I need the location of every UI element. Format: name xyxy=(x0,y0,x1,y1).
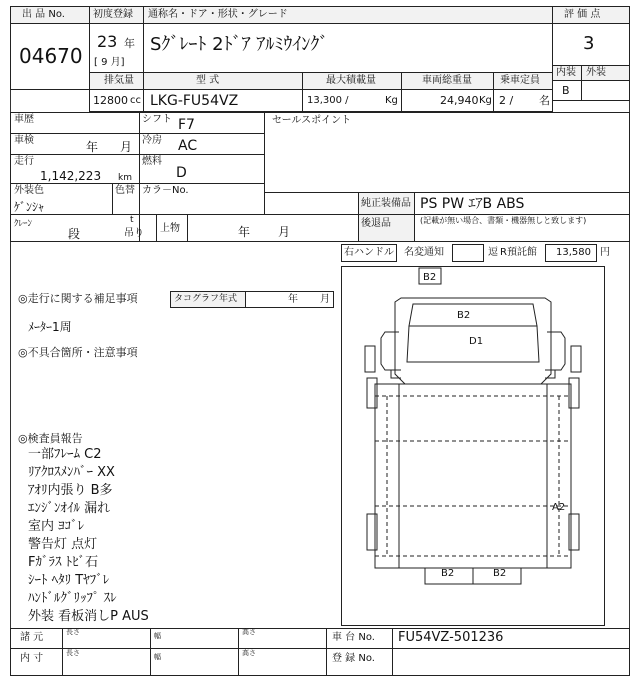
footer-col xyxy=(62,628,63,676)
damage-mark: D1 xyxy=(469,336,484,347)
displacement-label: 排気量 xyxy=(104,75,134,86)
history-label: 車歴 xyxy=(14,114,34,125)
footer-table xyxy=(10,628,630,676)
deposit-label: 逗 xyxy=(488,247,498,258)
sales-point-label: セールスポイント xyxy=(272,115,352,126)
supplementary-text: ﾒｰﾀｰ1周 xyxy=(28,320,72,334)
damage-mark: B2 xyxy=(493,568,507,579)
crane-label: ｸﾚｰﾝ xyxy=(14,219,33,229)
crane-month: 月 xyxy=(278,225,291,239)
deposit-amount: 13,580 xyxy=(556,247,591,258)
ac-value: AC xyxy=(178,138,198,154)
displacement-value: 12800 xyxy=(93,94,128,107)
damage-mark: A2 xyxy=(552,502,566,513)
type-label: 型 式 xyxy=(196,75,220,86)
color-no-label: 色替 xyxy=(115,185,135,196)
gross-weight-value: 24,940 xyxy=(440,94,479,107)
r-deposit-label: R預託館 xyxy=(500,247,537,258)
interior-grade: B xyxy=(562,84,570,97)
rhd-label: 右ハンドル xyxy=(344,247,394,258)
color-code-label: カラ－No. xyxy=(142,185,189,196)
first-reg-label: 初度登録 xyxy=(93,9,133,20)
inspector-item: ｼｰﾄ ﾍﾀﾘ Tﾔﾌﾞﾚ xyxy=(28,573,110,588)
max-load-label: 最大積載量 xyxy=(326,75,376,86)
damage-mark: B2 xyxy=(457,310,471,321)
width-label: 幅 xyxy=(154,632,161,640)
name-change-box xyxy=(452,244,484,262)
shift-value: F7 xyxy=(178,117,195,133)
capacity-value: 2 / xyxy=(499,94,514,107)
shift-label: シフト xyxy=(142,114,172,125)
model-name: Sｸﾞﾚｰﾄ 2ﾄﾞｱ ｱﾙﾐｳｲﾝｸﾞ xyxy=(150,34,329,55)
inspector-item: ﾊﾝﾄﾞﾙｸﾞﾘｯﾌﾟ ｽﾚ xyxy=(28,591,117,606)
fuel-label: 燃料 xyxy=(142,156,162,167)
exterior-grade-cell xyxy=(581,80,630,101)
inspector-item: 警告灯 点灯 xyxy=(28,537,98,552)
model-desc-label: 通称名・ドア・形状・グレード xyxy=(148,9,288,20)
cargo-body xyxy=(375,384,571,568)
displacement-unit: cc xyxy=(130,95,141,106)
exterior-label: 外装 xyxy=(586,67,606,78)
damage-mark: B2 xyxy=(423,272,437,283)
lot-label: 出 品 No. xyxy=(22,9,65,20)
lot-number: 04670 xyxy=(19,44,83,68)
left-mirror xyxy=(365,346,375,372)
inspector-item: ｱｵﾘ内張り B多 xyxy=(28,483,113,498)
first-reg-year-unit: 年 xyxy=(124,37,135,50)
first-reg-year: 23 xyxy=(97,32,118,51)
interior-label: 内装 xyxy=(556,67,576,78)
right-door xyxy=(547,332,565,370)
length-label: 長さ xyxy=(66,628,80,636)
inspection-label: 車検 xyxy=(14,135,34,146)
defect-title: ◎不具合箇所・注意事項 xyxy=(18,346,138,359)
damage-mark: B2 xyxy=(441,568,455,579)
max-load-unit: Kg xyxy=(385,95,398,106)
deposit-unit: 円 xyxy=(600,247,610,258)
gross-weight-unit: Kg xyxy=(479,95,492,106)
chassis-number: FU54VZ-501236 xyxy=(398,630,504,645)
inspection-year-unit: 年 xyxy=(86,140,99,154)
mileage-value: 1,142,223 xyxy=(40,169,102,183)
width-label: 幅 xyxy=(154,653,161,661)
capacity-label: 乗車定員 xyxy=(500,75,540,86)
inspector-title: ◎検査員報告 xyxy=(18,432,83,445)
height-label: 高さ xyxy=(242,649,256,657)
footer-row-divider xyxy=(10,648,630,649)
tachograph-label: タコグラフ年式 xyxy=(174,294,238,304)
crane-top-label: 上物 xyxy=(160,223,180,234)
equipment-label: 純正装備品 xyxy=(361,198,411,209)
interior-dims-label: 内 寸 xyxy=(20,653,44,664)
supplementary-title: ◎走行に関する補足事項 xyxy=(18,292,138,305)
inspector-item: 外装 看板消しP AUS xyxy=(28,609,149,624)
footer-col xyxy=(326,628,327,676)
inspector-item: 一部ﾌﾚｰﾑ C2 xyxy=(28,447,102,462)
ac-label: 冷房 xyxy=(142,135,162,146)
color-value: ｹﾞﾝｼｬ xyxy=(14,200,45,214)
model-code: LKG-FU54VZ xyxy=(150,93,239,109)
max-load-value: 13,300 / xyxy=(307,95,349,106)
mileage-label: 走行 xyxy=(14,156,34,167)
footer-col xyxy=(392,628,393,676)
crane-hang: 吊り xyxy=(124,228,144,239)
type-label-cell xyxy=(143,72,303,90)
capacity-unit: 名 xyxy=(539,94,550,107)
color-label: 外装色 xyxy=(14,185,44,196)
truck-diagram xyxy=(341,266,605,626)
cab-roof xyxy=(409,304,537,326)
cargo-roof xyxy=(399,384,547,568)
grade-value: 3 xyxy=(583,33,595,54)
crane-ton: t xyxy=(130,215,134,225)
left-door xyxy=(381,332,399,370)
tachograph-year-unit: 年 xyxy=(288,294,298,305)
name-change-label: 名変通知 xyxy=(404,247,444,258)
dims-label: 諸 元 xyxy=(20,632,44,643)
height-label: 高さ xyxy=(242,628,256,636)
right-mirror xyxy=(571,346,581,372)
reg-label: 登 録 No. xyxy=(332,653,375,664)
retrofit-label: 後退品 xyxy=(361,218,391,229)
footer-col xyxy=(150,628,151,676)
retrofit-note: (記載が無い場合、書類・機器無しと致します) xyxy=(420,216,587,225)
crane-year: 年 xyxy=(238,225,251,239)
crane-stage: 段 xyxy=(68,227,81,241)
inspector-item: ﾘｱｸﾛｽﾒﾝﾊﾞｰ XX xyxy=(28,465,115,480)
mileage-unit: km xyxy=(118,173,132,183)
footer-col xyxy=(238,628,239,676)
first-reg-month: [ 9 月] xyxy=(94,57,125,68)
length-label: 長さ xyxy=(66,649,80,657)
inspector-item: 室内 ﾖｺﾞﾚ xyxy=(28,519,85,534)
equipment-value: PS PW ｴｱB ABS xyxy=(420,196,525,212)
tachograph-month-unit: 月 xyxy=(320,294,330,305)
fuel-value: D xyxy=(176,165,187,181)
chassis-label: 車 台 No. xyxy=(332,632,375,643)
gross-weight-label: 車両総重量 xyxy=(422,75,472,86)
grade-label: 評 価 点 xyxy=(564,9,601,20)
inspector-item: Fｶﾞﾗｽ ﾄﾋﾞ石 xyxy=(28,555,99,570)
inspector-item: ｴﾝｼﾞﾝｵｲﾙ 漏れ xyxy=(28,501,111,516)
inspection-month-unit: 月 xyxy=(120,140,133,154)
